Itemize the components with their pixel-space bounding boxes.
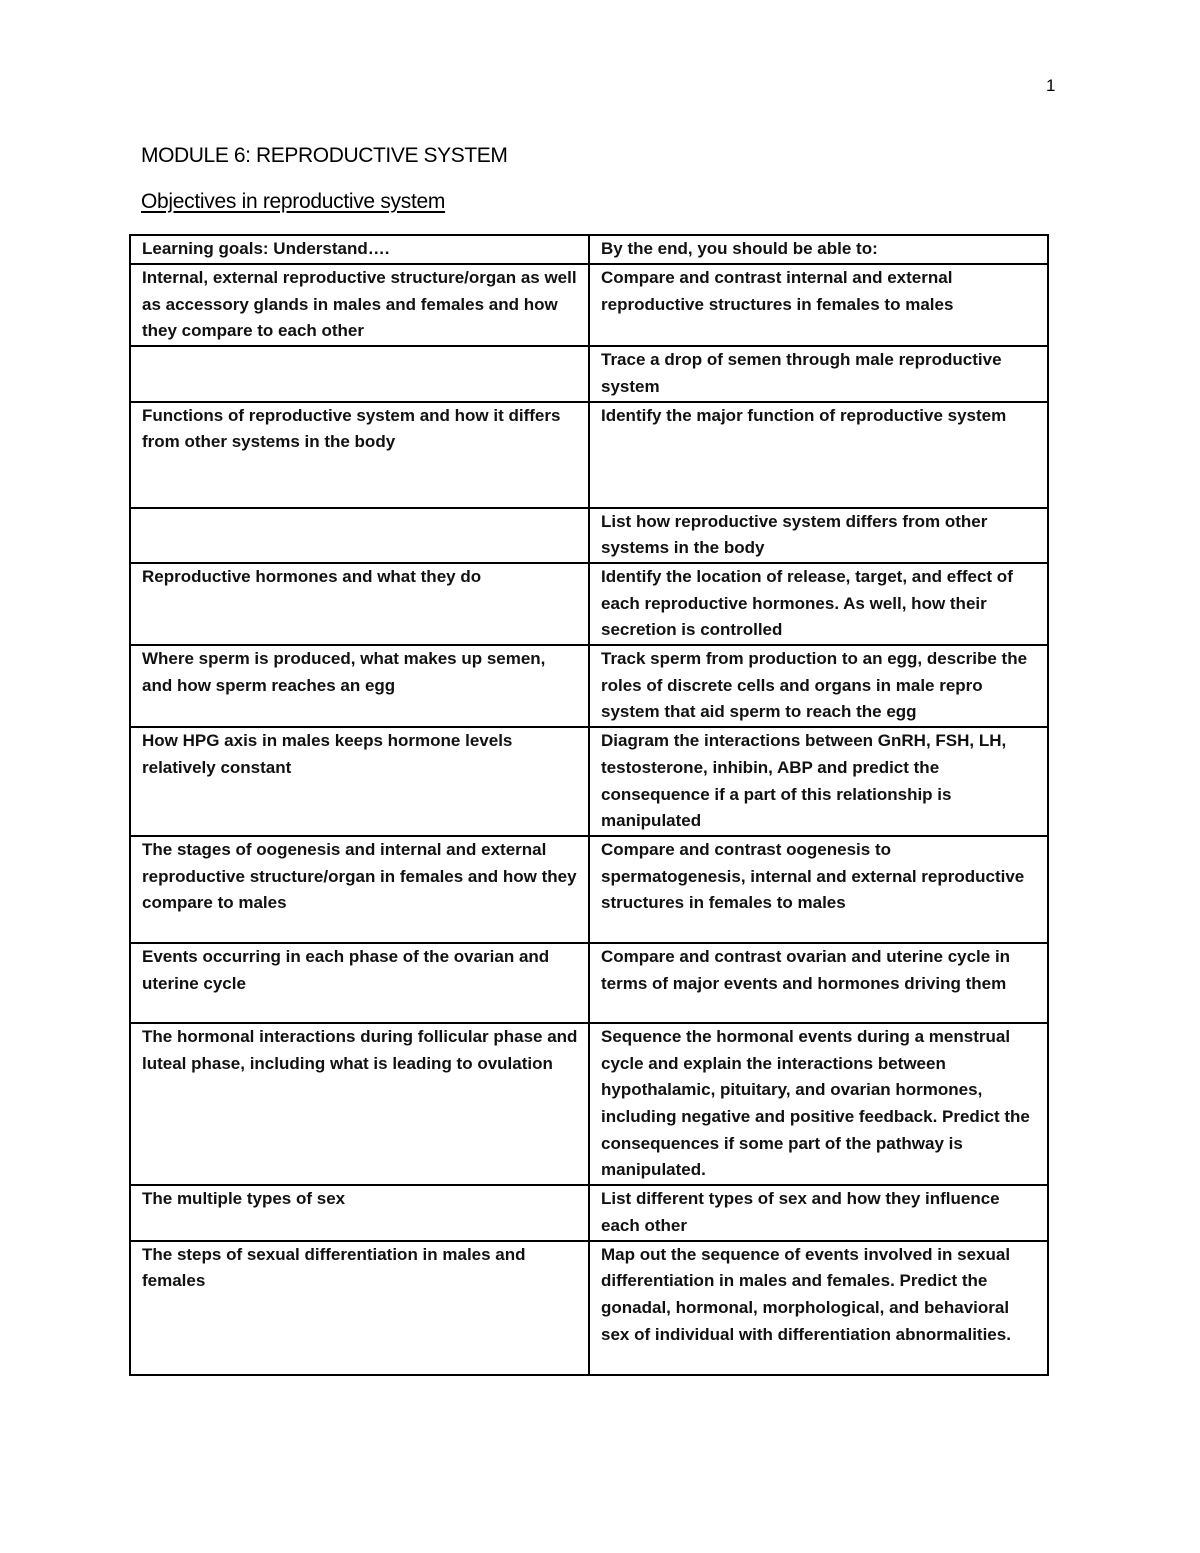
- header-learning-goals-text: Learning goals: Understand….: [142, 239, 390, 258]
- goal-cell: [130, 563, 589, 645]
- goal-cell: [130, 645, 589, 727]
- table-row: [130, 645, 1048, 727]
- outcome-cell: [589, 836, 1048, 943]
- outcome-cell: [589, 508, 1048, 563]
- outcome-cell: [589, 563, 1048, 645]
- outcome-text: Track sperm from production to an egg, describe the roles of discrete cells and organs in male repro system that aid sperm to reach the egg: [601, 649, 1028, 722]
- goal-text: Reproductive hormones and what they do: [142, 566, 482, 586]
- outcome-text: Trace a drop of semen through male reproductive system: [601, 350, 1002, 396]
- outcome-text: Identify the location of release, target, and effect of each reproductive hormones. As well, how their secretion is controlled: [601, 566, 1013, 640]
- goal-text: Where sperm is produced, what makes up semen, and how sperm reaches an egg: [142, 649, 546, 695]
- header-outcomes: [589, 235, 1048, 264]
- goal-cell: [130, 402, 589, 508]
- outcome-cell: [589, 727, 1048, 836]
- outcome-cell: [589, 943, 1048, 1023]
- goal-cell: [130, 508, 589, 563]
- table-row: [130, 1185, 1048, 1240]
- header-outcomes-text: By the end, you should be able to:: [601, 239, 878, 258]
- table-row: [130, 836, 1048, 943]
- outcome-cell: [589, 264, 1048, 346]
- goal-text: The steps of sexual differentiation in males and females: [142, 1244, 526, 1291]
- table-row: [130, 346, 1048, 401]
- goal-cell: [130, 727, 589, 836]
- objectives-table: [129, 234, 1049, 1376]
- outcome-cell: [589, 1185, 1048, 1240]
- table-row: [130, 943, 1048, 1023]
- goal-text: Events occurring in each phase of the ovarian and uterine cycle: [142, 946, 550, 993]
- outcome-text: Compare and contrast ovarian and uterine cycle in terms of major events and hormones driving them: [601, 946, 1011, 993]
- table-row: [130, 402, 1048, 508]
- goal-text: The hormonal interactions during follicular phase and luteal phase, including what is leading to ovulation: [142, 1026, 578, 1073]
- goal-cell: [130, 1241, 589, 1375]
- outcome-text: Compare and contrast internal and external reproductive structures in females to males: [601, 268, 954, 314]
- goal-cell: [130, 264, 589, 346]
- table-row: [130, 508, 1048, 563]
- goal-cell: [130, 1023, 589, 1185]
- outcome-text: Sequence the hormonal events during a menstrual cycle and explain the interactions between hypothalamic, pituitary, and ovarian hormones, including negative and positive feedback. Predict the consequences if some part of the pathway is manipulated.: [601, 1026, 1030, 1180]
- goal-cell: [130, 1185, 589, 1240]
- goal-cell: [130, 836, 589, 943]
- outcome-cell: [589, 402, 1048, 508]
- header-learning-goals: [130, 235, 589, 264]
- table-row: [130, 1023, 1048, 1185]
- outcome-text: Map out the sequence of events involved in sexual differentiation in males and females. Predict the gonadal, hormonal, morphological, and behavioral sex of individual with differentiation abnormalities.: [601, 1244, 1011, 1344]
- outcome-text: Compare and contrast oogenesis to spermatogenesis, internal and external reproductive structures in females to males: [601, 839, 1025, 913]
- goal-text: Functions of reproductive system and how it differs from other systems in the body: [142, 405, 561, 452]
- outcome-text: Identify the major function of reproductive system: [601, 405, 1007, 425]
- goal-text: The stages of oogenesis and internal and external reproductive structure/organ in females and how they compare to males: [142, 839, 577, 913]
- outcome-cell: [589, 1241, 1048, 1375]
- goal-text: Internal, external reproductive structure/organ as well as accessory glands in males and females and how they compare to each other: [142, 268, 577, 341]
- outcome-cell: [589, 346, 1048, 401]
- table-row: [130, 563, 1048, 645]
- outcome-text: List different types of sex and how they influence each other: [601, 1189, 1000, 1235]
- outcome-cell: [589, 1023, 1048, 1185]
- table-row: [130, 1241, 1048, 1375]
- goal-text: How HPG axis in males keeps hormone levels relatively constant: [142, 731, 513, 777]
- table-row: [130, 727, 1048, 836]
- module-title: MODULE 6: REPRODUCTIVE SYSTEM: [141, 144, 508, 167]
- outcome-text: List how reproductive system differs from other systems in the body: [601, 511, 988, 558]
- goal-cell: [130, 943, 589, 1023]
- table-row: [130, 264, 1048, 346]
- goal-cell: [130, 346, 589, 401]
- goal-text: The multiple types of sex: [142, 1189, 346, 1209]
- outcome-text: Diagram the interactions between GnRH, FSH, LH, testosterone, inhibin, ABP and predict the consequence if a part of this relationship is manipulated: [601, 731, 1007, 831]
- objectives-heading: Objectives in reproductive system: [141, 190, 446, 213]
- table-header-row: [130, 235, 1048, 264]
- outcome-cell: [589, 645, 1048, 727]
- page-number: 1: [1046, 76, 1056, 95]
